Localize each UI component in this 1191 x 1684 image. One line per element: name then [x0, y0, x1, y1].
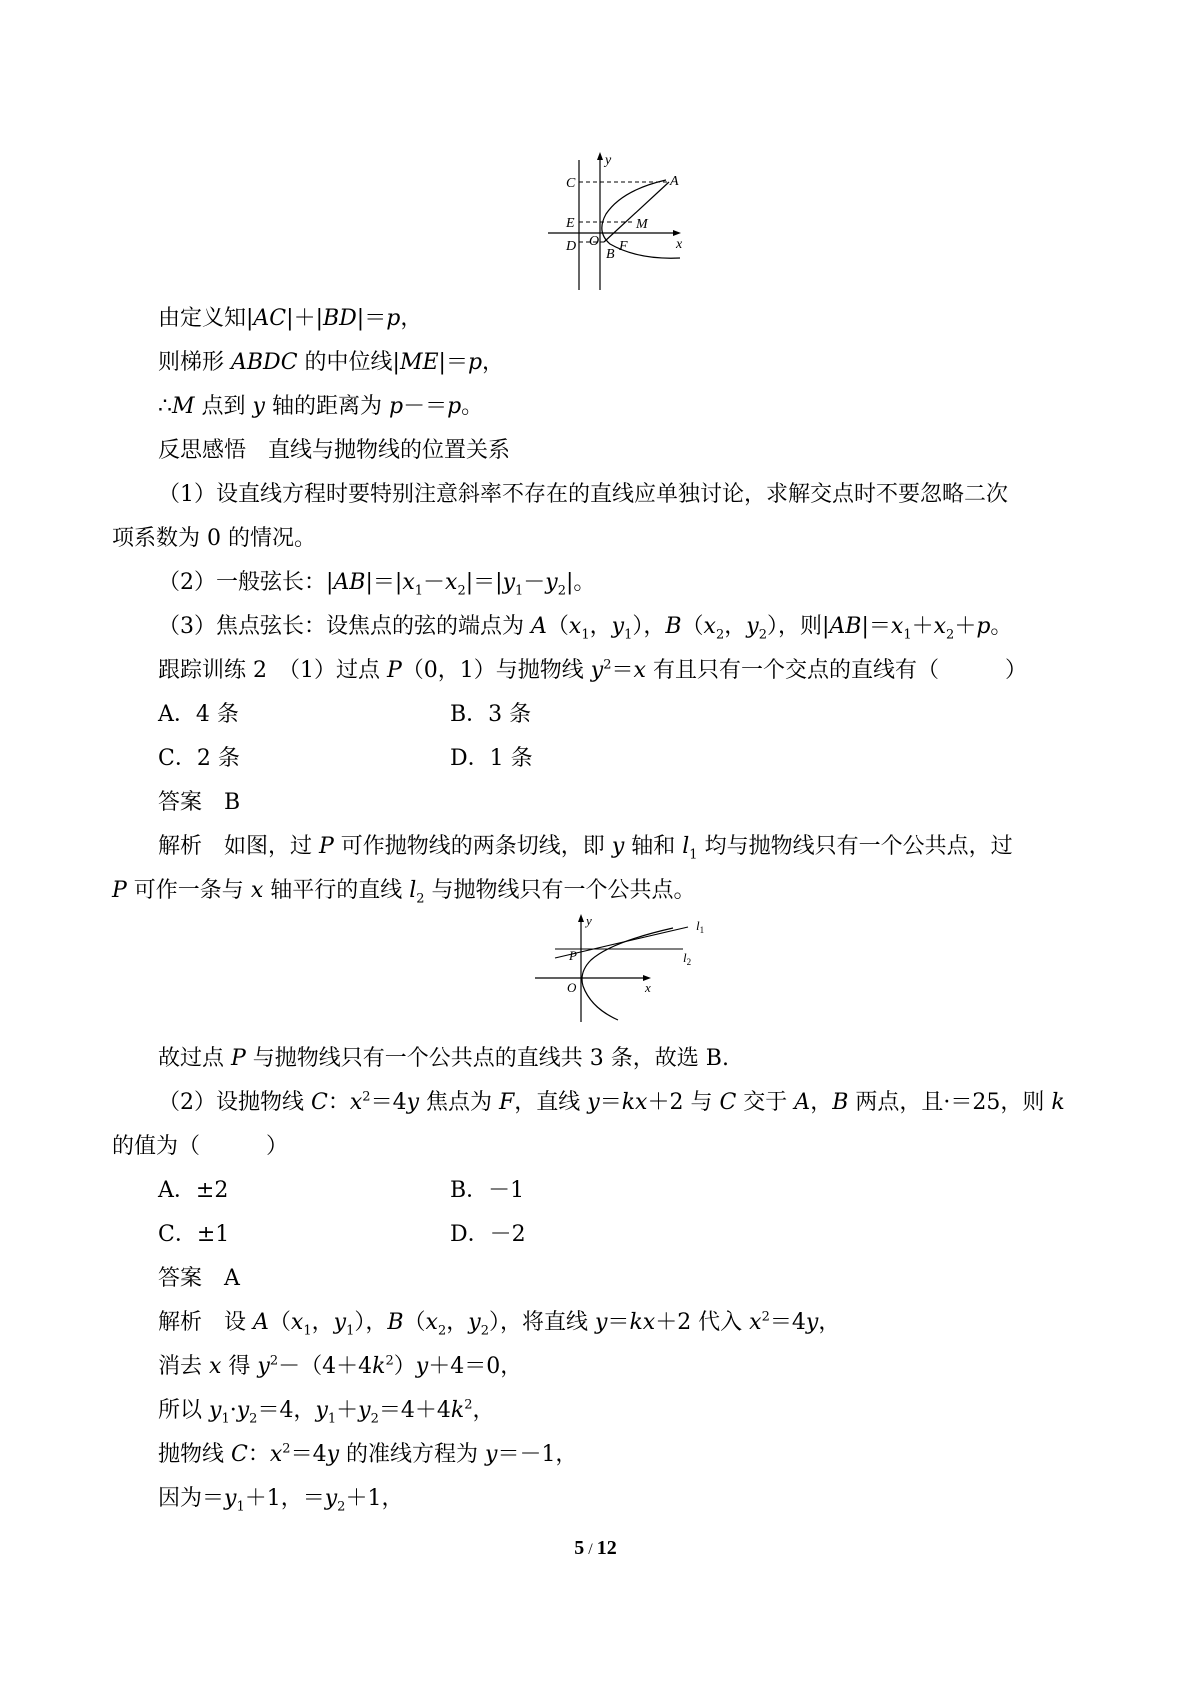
label-x: x [645, 980, 651, 995]
text-line-23: 因为$=y_1+1$，$=y_2+1$， [158, 1486, 404, 1515]
page-number: 5 / 12 [574, 1537, 617, 1559]
label-y: y [586, 913, 592, 928]
label-l1: $l_1$ [696, 918, 705, 935]
text-line-22: 抛物线 C：$x^2=4y$ 的准线方程为 y＝－1， [158, 1441, 578, 1467]
label-O: O [567, 980, 577, 995]
text-line-12: 解析 如图，过 P 可作抛物线的两条切线，即 y 轴和 $l_1$ 均与抛物线只有一个公共点，过 [158, 834, 1013, 863]
label-M: M [636, 217, 648, 232]
label-E: E [566, 216, 575, 231]
answer-2: 答案 A [158, 1266, 240, 1291]
answer-1: 答案 B [158, 790, 241, 815]
label-x: x [676, 237, 683, 252]
text-line-6: 项系数为 0 的情况。 [112, 526, 316, 551]
label-O: O [589, 234, 600, 249]
label-y: y [605, 153, 612, 168]
label-D: D [566, 239, 577, 254]
text-line-16: 的值为（ ） [112, 1134, 289, 1159]
q1-option-b: B．3 条 [450, 702, 532, 727]
text-line-1: 由定义知|AC|＋|BD|＝p， [158, 306, 423, 331]
label-l2: $l_2$ [683, 950, 692, 967]
question-2: （2）设抛物线 C：$x^2=4y$ 焦点为 F，直线 y＝kx＋2 与 C 交于 A，B 两点，且·＝25，则 k [158, 1089, 1065, 1115]
text-line-3: ∴M 点到 y 轴的距离为 p－＝p。 [158, 394, 484, 419]
label-A: A [670, 174, 679, 189]
q2-option-c: C．±1 [158, 1222, 230, 1247]
text-line-13: P 可作一条与 x 轴平行的直线 $l_2$ 与抛物线只有一个公共点。 [112, 878, 696, 907]
q1-option-a: A．4 条 [158, 702, 239, 727]
q2-option-a: A．±2 [158, 1178, 229, 1203]
text-line-14: 故过点 P 与抛物线只有一个公共点的直线共 3 条，故选 B. [158, 1046, 729, 1071]
text-line-8: （3）焦点弦长：设焦点的弦的端点为 $A(x_1$，$y_1$），$B(x_2$，$y_2$），则$|AB|=x_1+x_2+p$。 [158, 614, 1013, 643]
q1-option-d: D．1 条 [450, 746, 533, 771]
text-line-7: （2）一般弦长：$|AB|=|x_1-x_2|=|y_1-y_2|$。 [158, 570, 596, 599]
q2-option-b: B．－1 [450, 1178, 525, 1203]
text-line-21: 所以 $y_1\cdot y_2=4$，$y_1+y_2=4+4k^2$， [158, 1397, 495, 1427]
label-F: F [619, 239, 628, 254]
text-line-2: 则梯形 ABDC 的中位线|ME|＝p， [158, 350, 505, 375]
section-heading: 反思感悟 直线与抛物线的位置关系 [158, 438, 511, 463]
q2-option-d: D．－2 [450, 1222, 526, 1247]
text-line-20: 消去 x 得 $y^2-(4+4k^2)y+4=0$， [158, 1353, 523, 1379]
text-line-5: （1）设直线方程时要特别注意斜率不存在的直线应单独讨论，求解交点时不要忽略二次 [158, 482, 1008, 507]
question-1: 跟踪训练 2 （1）过点 P（0，1）与抛物线 $y^2=x$ 有且只有一个交点的直线有（ ） [158, 657, 1027, 683]
label-B: B [606, 247, 615, 262]
label-C: C [566, 176, 576, 191]
parabola-focal-chord-figure [548, 152, 688, 292]
q1-option-c: C．2 条 [158, 746, 240, 771]
text-line-19: 解析 设 $A(x_1$，$y_1$），$B(x_2$，$y_2$），将直线 y＝kx＋2 代入 $x^2=4y$， [158, 1309, 841, 1339]
label-P: P [569, 948, 577, 963]
parabola-tangent-figure [533, 912, 713, 1024]
